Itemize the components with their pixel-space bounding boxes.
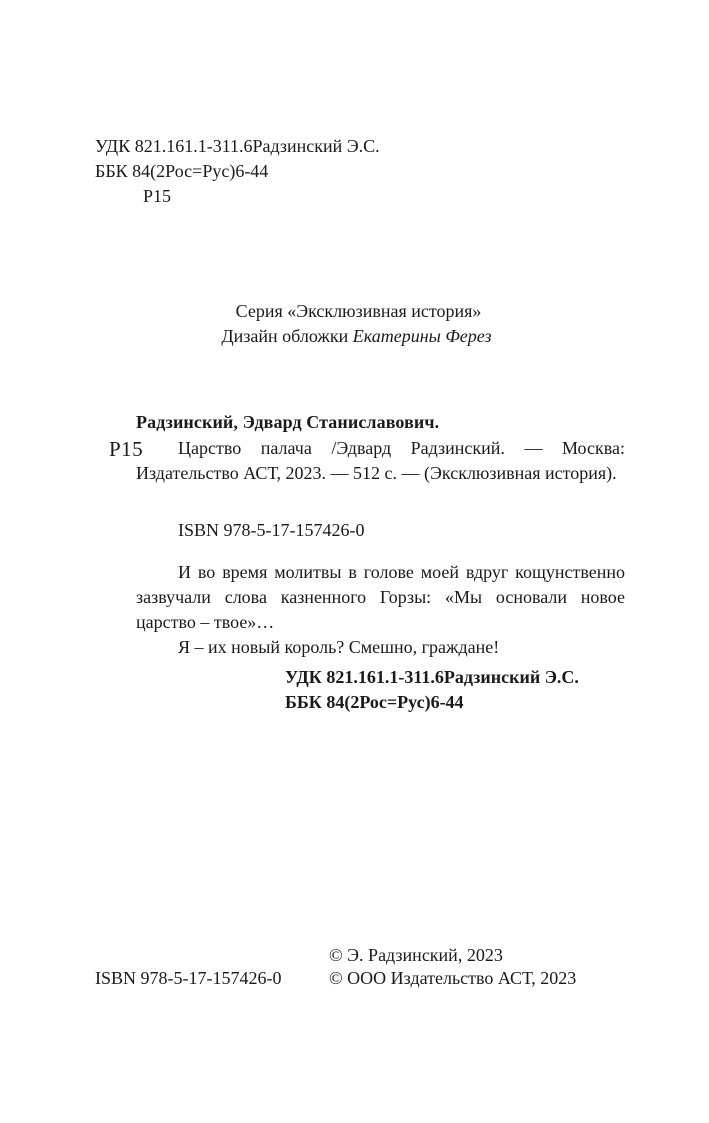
cover-design-credit — [0, 324, 709, 349]
annotation-paragraph: Я – их новый король? Смешно, граждане! — [178, 637, 500, 657]
udk-code: УДК 821.161.1-311.6Радзинский Э.С. — [95, 136, 380, 156]
bibliographic-description: Царство палача /Эдвард Радзинский. — Москва: Издательство АСТ, 2023. — 512 с. — (Эксклюзивная история). — [136, 438, 625, 483]
copyright-publisher: © ООО Издательство АСТ, 2023 — [329, 968, 577, 988]
annotation — [136, 560, 625, 660]
cover-designer-name: Екатерины Ферез — [352, 326, 492, 346]
isbn-footer: ISBN 978-5-17-157426-0 — [95, 968, 282, 988]
cover-design-label: Дизайн обложки — [221, 326, 353, 346]
annotation-paragraph: И во время молитвы в голове моей вдруг кощунственно зазвучали слова казненного Горзы: «Мы основали новое царство – твое»… — [136, 562, 625, 632]
bbk-code: ББК 84(2Рос=Рус)6-44 — [95, 161, 269, 181]
author-sign: Р15 — [143, 186, 172, 206]
udk-code-bold: УДК 821.161.1-311.6Радзинский Э.С. — [285, 667, 579, 687]
series-title: Серия «Эксклюзивная история» — [235, 301, 482, 321]
isbn-entry: ISBN 978-5-17-157426-0 — [178, 520, 365, 540]
author-sign-side: Р15 — [109, 437, 144, 461]
bbk-code-bold: ББК 84(2Рос=Рус)6-44 — [285, 692, 464, 712]
copyright-author: © Э. Радзинский, 2023 — [329, 945, 503, 965]
author-heading: Радзинский, Эдвард Станиславович. — [136, 412, 440, 432]
